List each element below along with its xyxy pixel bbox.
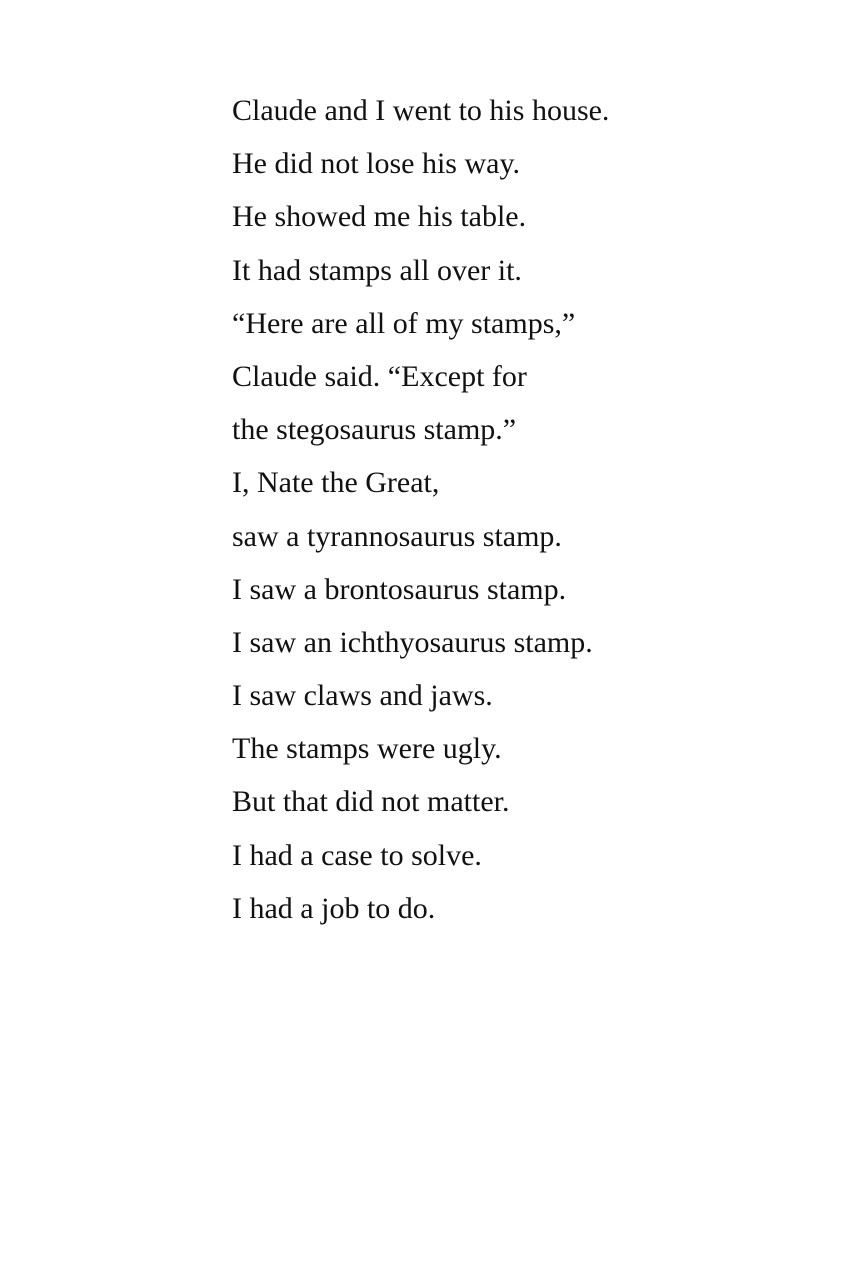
text-line: I had a case to solve. (232, 838, 482, 872)
text-line: the stegosaurus stamp.” (232, 413, 517, 447)
text-line: But that did not matter. (232, 785, 510, 819)
text-line: saw a tyrannosaurus stamp. (232, 519, 562, 553)
text-line: It had stamps all over it. (232, 253, 522, 287)
text-line: He showed me his table. (232, 200, 527, 234)
story-text (232, 84, 832, 935)
text-line: “Here are all of my stamps,” (232, 306, 576, 340)
text-line: I saw claws and jaws. (232, 679, 493, 713)
text-line: I had a job to do. (232, 891, 436, 925)
text-line: The stamps were ugly. (232, 732, 502, 766)
text-line: I saw a brontosaurus stamp. (232, 572, 567, 606)
text-line: Claude said. “Except for (232, 359, 527, 393)
text-line: I saw an ichthyosaurus stamp. (232, 625, 593, 659)
text-line: I, Nate the Great, (232, 466, 440, 500)
text-line: Claude and I went to his house. (232, 94, 610, 127)
text-line: He did not lose his way. (232, 147, 521, 181)
